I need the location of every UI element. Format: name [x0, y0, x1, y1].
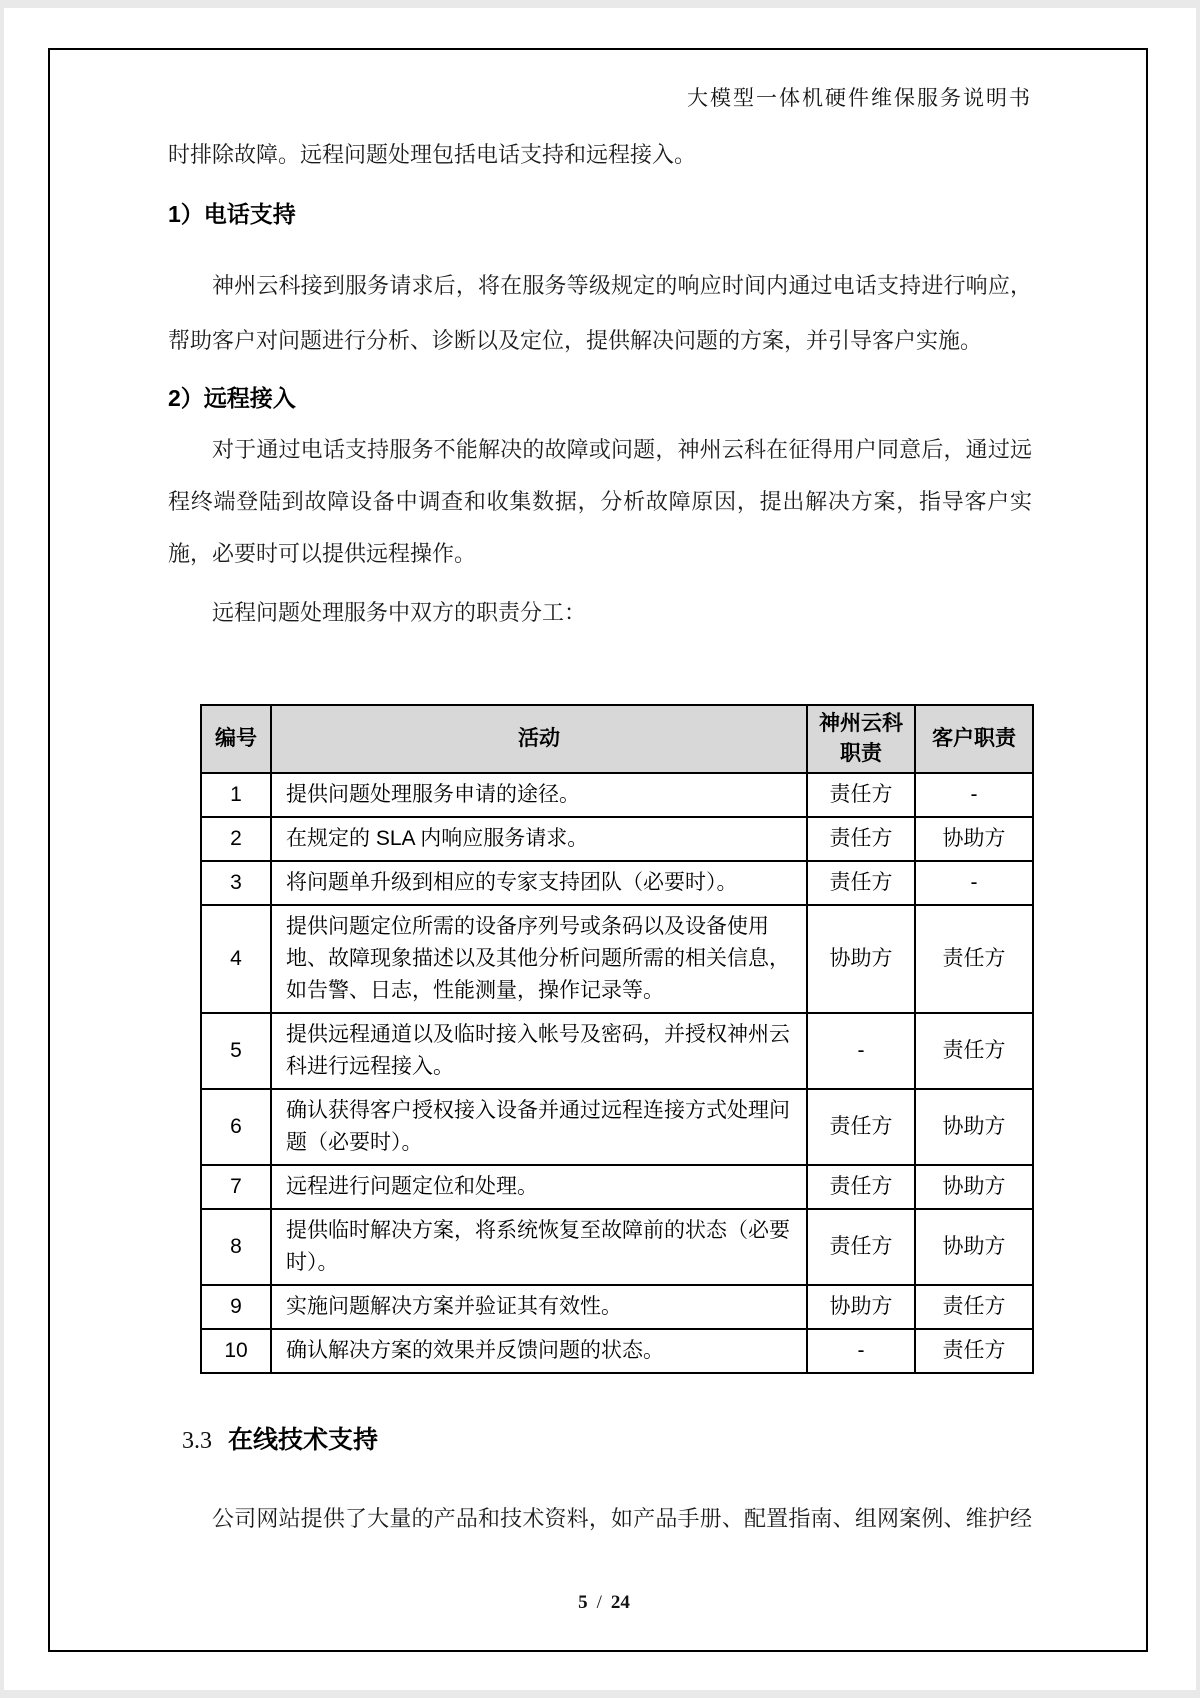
cell-customer-role: - [915, 861, 1033, 905]
cell-activity: 实施问题解决方案并验证其有效性。 [271, 1285, 807, 1329]
page-number: 5 [578, 1592, 588, 1613]
cell-customer-role: 责任方 [915, 1285, 1033, 1329]
table-row [201, 1209, 1033, 1285]
vendor-role-line2: 职责 [840, 742, 882, 765]
responsibility-table [200, 704, 1034, 1374]
cell-vendor-role: 责任方 [807, 1165, 915, 1209]
cell-activity: 提供问题定位所需的设备序列号或条码以及设备使用地、故障现象描述以及其他分析问题所需的相关信息，如告警、日志，性能测量，操作记录等。 [271, 905, 807, 1013]
cell-customer-role: 协助方 [915, 1165, 1033, 1209]
paragraph-line: 帮助客户对问题进行分析、诊断以及定位，提供解决问题的方案，并引导客户实施。 [168, 328, 983, 353]
cell-customer-role: 协助方 [915, 1209, 1033, 1285]
page-total: 24 [610, 1592, 630, 1613]
table-row [201, 1329, 1033, 1373]
intro-line: 时排除故障。远程问题处理包括电话支持和远程接入。 [168, 142, 697, 167]
cell-number: 7 [201, 1165, 271, 1209]
paragraph-line: 神州云科接到服务请求后，将在服务等级规定的响应时间内通过电话支持进行响应， [212, 273, 1032, 298]
cell-number: 8 [201, 1209, 271, 1285]
cell-number: 4 [201, 905, 271, 1013]
cell-vendor-role: 协助方 [807, 1285, 915, 1329]
cell-vendor-role: 责任方 [807, 773, 915, 817]
cell-vendor-role: 责任方 [807, 861, 915, 905]
cell-number: 5 [201, 1013, 271, 1089]
cell-number: 2 [201, 817, 271, 861]
cell-customer-role: 责任方 [915, 905, 1033, 1013]
table-header-row [201, 705, 1033, 773]
table-row [201, 1013, 1033, 1089]
cell-number: 10 [201, 1329, 271, 1373]
paragraph-line: 施，必要时可以提供远程操作。 [168, 541, 477, 566]
cell-number: 6 [201, 1089, 271, 1165]
page-footer [4, 1592, 1200, 1614]
cell-customer-role: - [915, 773, 1033, 817]
section-heading-online-support [182, 1420, 1032, 1456]
section-number: 3.3 [182, 1428, 212, 1454]
table-row [201, 817, 1033, 861]
cell-activity: 将问题单升级到相应的专家支持团队（必要时）。 [271, 861, 807, 905]
cell-number: 1 [201, 773, 271, 817]
table-row [201, 905, 1033, 1013]
table-row [201, 1165, 1033, 1209]
cell-customer-role: 责任方 [915, 1013, 1033, 1089]
table-intro-line: 远程问题处理服务中双方的职责分工： [212, 600, 587, 625]
cell-customer-role: 协助方 [915, 1089, 1033, 1165]
cell-number: 9 [201, 1285, 271, 1329]
header-cell-vendor-role [807, 705, 915, 773]
table-row [201, 773, 1033, 817]
vendor-role-line1: 神州云科 [819, 712, 903, 735]
cell-number: 3 [201, 861, 271, 905]
cell-customer-role: 协助方 [915, 817, 1033, 861]
cell-activity: 在规定的 SLA 内响应服务请求。 [271, 817, 807, 861]
paragraph-line: 对于通过电话支持服务不能解决的故障或问题，神州云科在征得用户同意后，通过远 [212, 437, 1032, 462]
paragraph-remote-access [168, 424, 1032, 580]
section-heading-remote-access: 2）远程接入 [168, 385, 296, 411]
section-title: 在线技术支持 [228, 1426, 379, 1454]
cell-vendor-role: 责任方 [807, 1209, 915, 1285]
paragraph-phone-support [168, 258, 1032, 368]
header-cell-number: 编号 [201, 705, 271, 773]
cell-activity: 确认解决方案的效果并反馈问题的状态。 [271, 1329, 807, 1373]
table-row [201, 1089, 1033, 1165]
cell-vendor-role: 责任方 [807, 1089, 915, 1165]
footer-separator: / [596, 1592, 602, 1613]
page-sheet [4, 8, 1196, 1690]
paragraph-online-support: 公司网站提供了大量的产品和技术资料，如产品手册、配置指南、组网案例、维护经 [212, 1506, 1032, 1531]
paragraph-line: 程终端登陆到故障设备中调查和收集数据，分析故障原因，提出解决方案，指导客户实 [168, 489, 1032, 514]
cell-activity: 提供问题处理服务申请的途径。 [271, 773, 807, 817]
cell-activity: 远程进行问题定位和处理。 [271, 1165, 807, 1209]
table-row [201, 861, 1033, 905]
cell-activity: 提供远程通道以及临时接入帐号及密码，并授权神州云科进行远程接入。 [271, 1013, 807, 1089]
cell-vendor-role: 责任方 [807, 817, 915, 861]
document-header-title: 大模型一体机硬件维保服务说明书 [687, 86, 1032, 110]
header-cell-activity: 活动 [271, 705, 807, 773]
cell-vendor-role: 协助方 [807, 905, 915, 1013]
cell-activity: 提供临时解决方案，将系统恢复至故障前的状态（必要时）。 [271, 1209, 807, 1285]
cell-vendor-role: - [807, 1013, 915, 1089]
section-heading-phone-support: 1）电话支持 [168, 201, 296, 227]
cell-customer-role: 责任方 [915, 1329, 1033, 1373]
cell-activity: 确认获得客户授权接入设备并通过远程连接方式处理问题（必要时）。 [271, 1089, 807, 1165]
header-cell-customer-role: 客户职责 [915, 705, 1033, 773]
table-row [201, 1285, 1033, 1329]
cell-vendor-role: - [807, 1329, 915, 1373]
